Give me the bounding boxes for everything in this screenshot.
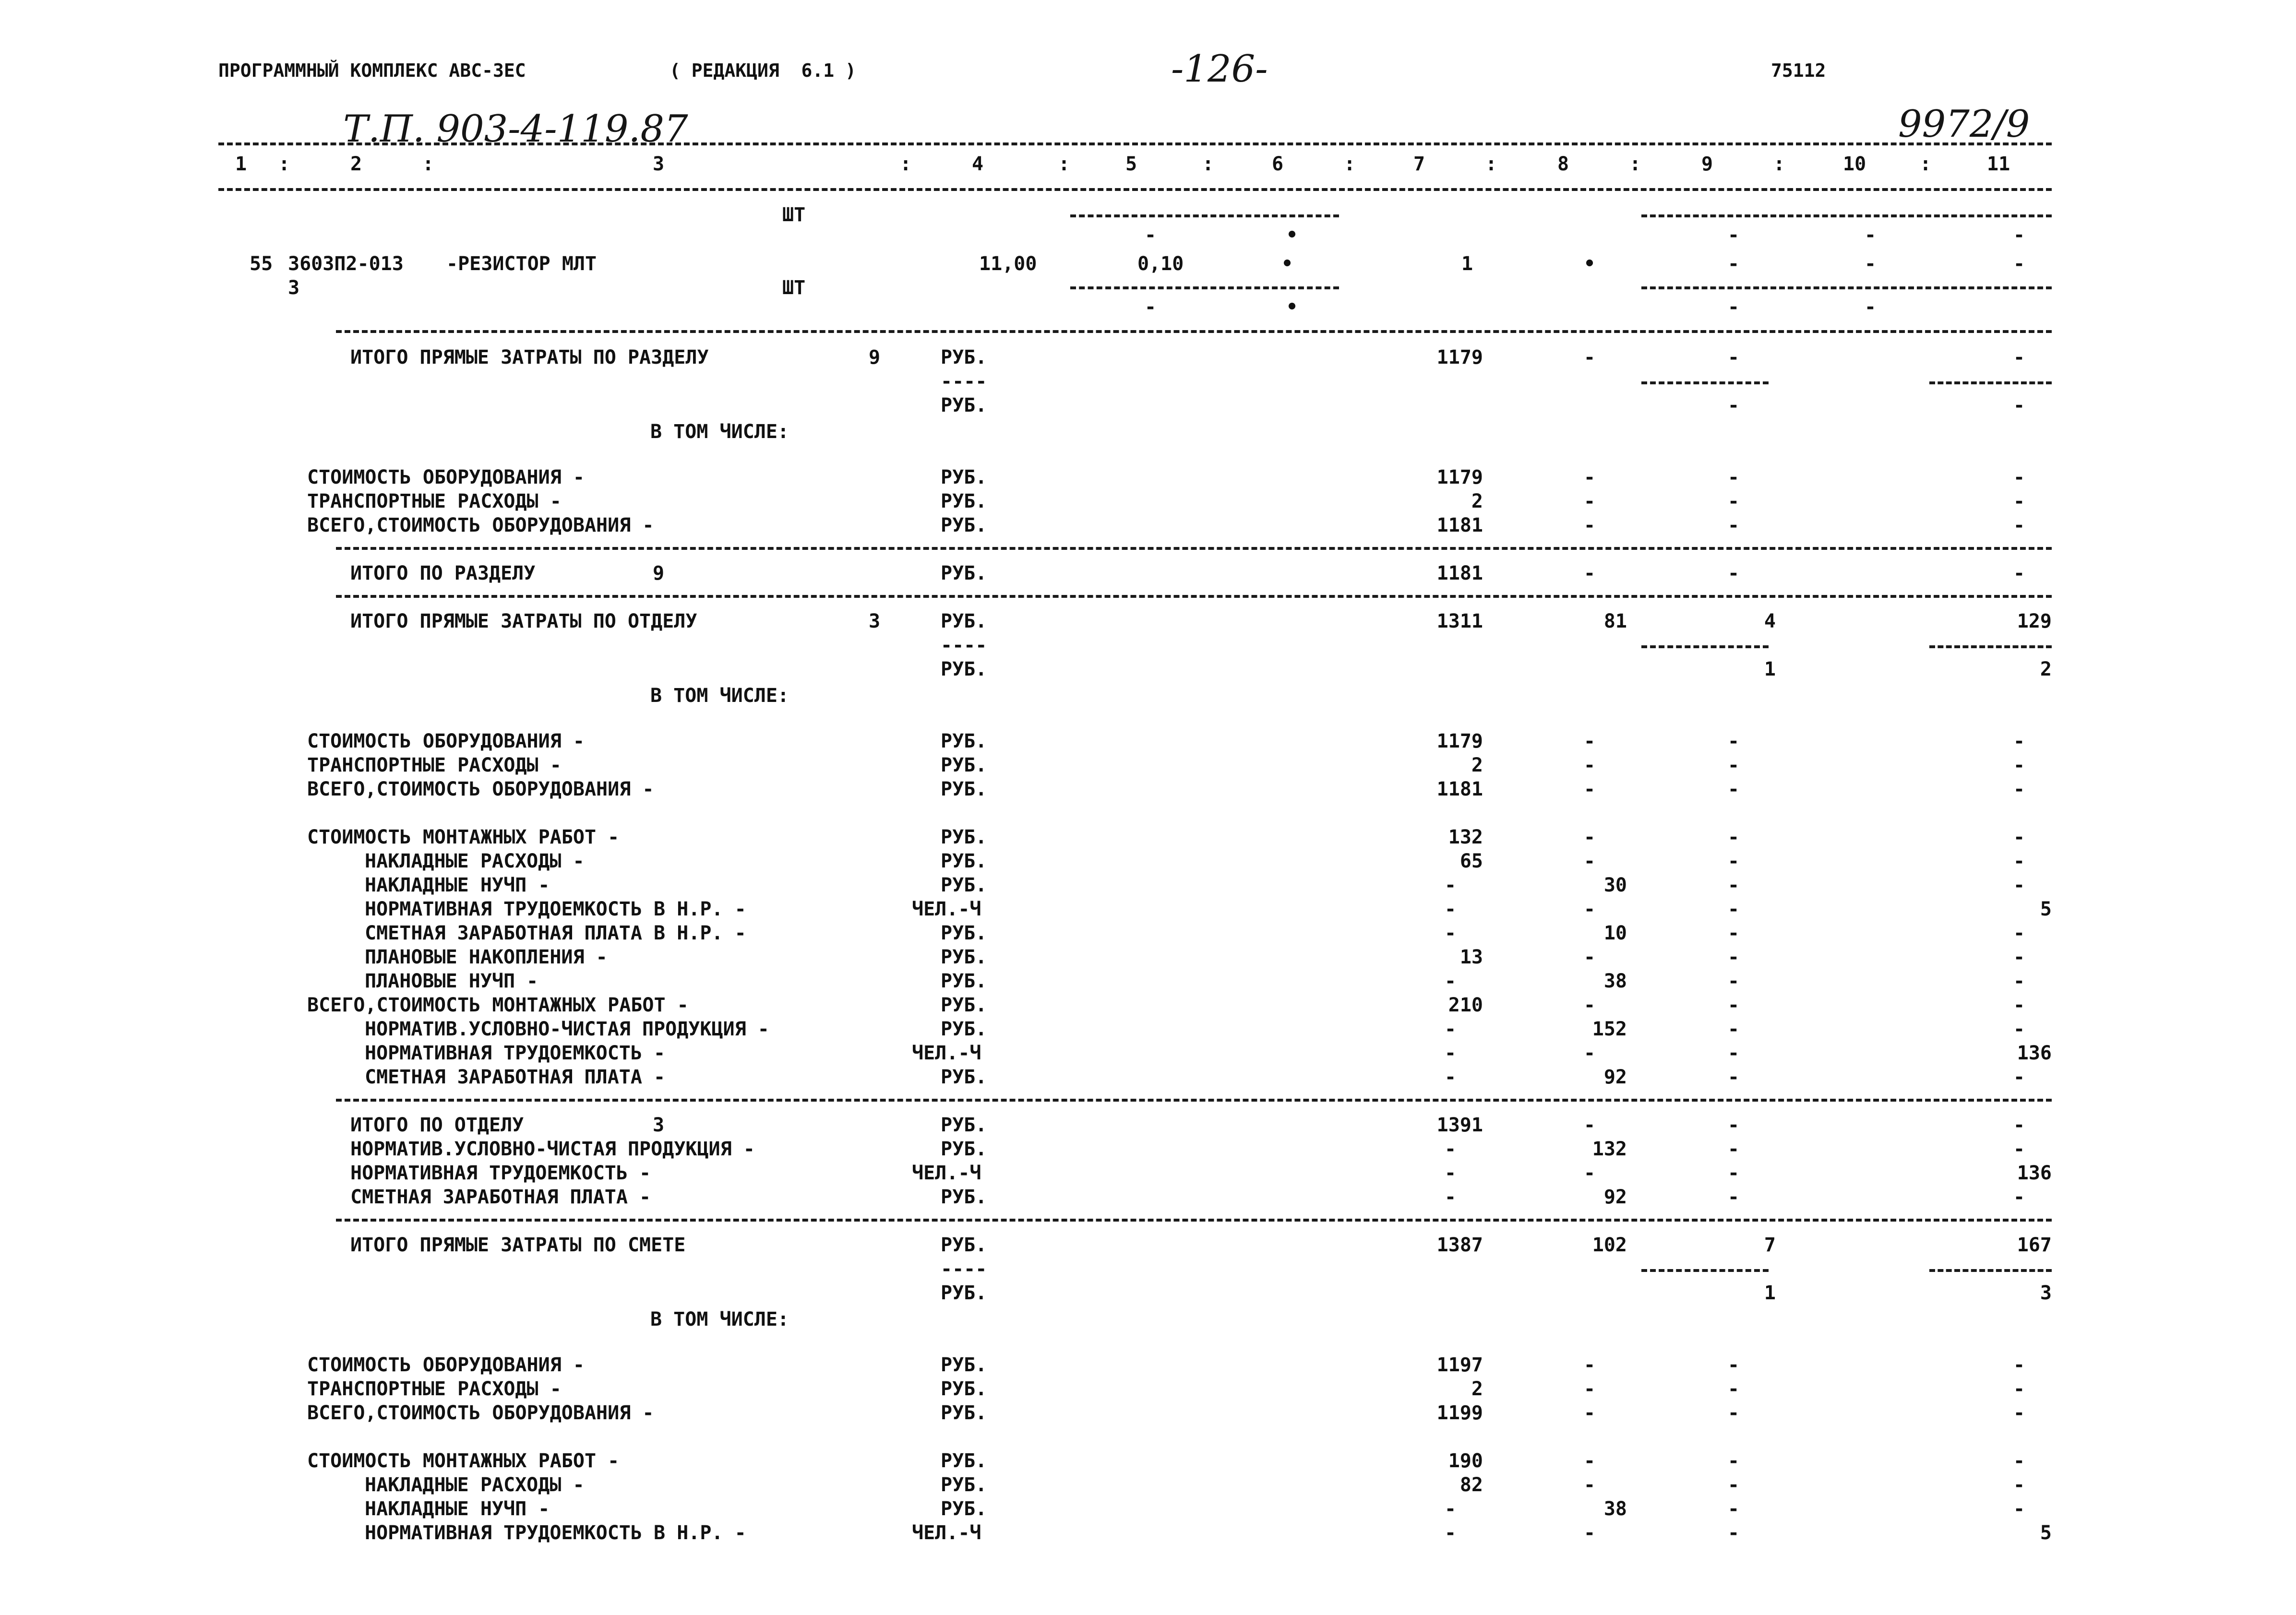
column-number: 4 — [972, 153, 984, 175]
unit-rub: РУБ. — [941, 346, 987, 368]
project-number: Т.П. 903-4-119.87 — [343, 107, 688, 151]
v-tom-chisle-heading: В ТОМ ЧИСЛЕ: — [650, 421, 789, 443]
item-col4: 11,00 — [979, 253, 1037, 275]
item-name: -РЕЗИСТОР МЛТ — [446, 253, 597, 275]
item-number: 55 — [250, 253, 273, 275]
page-number: -126- — [1171, 48, 1268, 91]
header-rule — [218, 142, 2052, 145]
row-label: ИТОГО ПРЯМЫЕ ЗАТРАТЫ ПО РАЗДЕЛУ — [350, 346, 709, 368]
column-number: 10 — [1843, 153, 1866, 175]
unit-label: ШТ — [782, 277, 806, 299]
column-number: 11 — [1987, 153, 2010, 175]
section-number: 9 — [869, 346, 881, 368]
item-code: 3603П2-013 — [288, 253, 404, 275]
column-number: 3 — [653, 153, 665, 175]
item-col5: 0,10 — [1137, 253, 1184, 275]
column-number: 6 — [1272, 153, 1284, 175]
column-header-rule — [218, 188, 2052, 191]
column-number: 9 — [1701, 153, 1713, 175]
column-number: 2 — [350, 153, 362, 175]
item-col7: 1 — [1461, 253, 1473, 275]
col7-value: 1179 — [1436, 346, 1483, 368]
album-number: 9972/9 — [1898, 103, 2030, 146]
column-number: 5 — [1125, 153, 1137, 175]
unit-label: ШТ — [782, 204, 806, 226]
document-code: 75112 — [1771, 60, 1826, 81]
program-name: ПРОГРАММНЫЙ КОМПЛЕКС АВС-3ЕС — [218, 60, 526, 81]
column-number: 8 — [1557, 153, 1569, 175]
unit-rub: РУБ. — [941, 394, 987, 416]
edition: ( РЕДАКЦИЯ 6.1 ) — [670, 60, 856, 81]
department-number: 3 — [869, 610, 881, 632]
item-name-cont: 3 — [288, 277, 300, 299]
column-number: 7 — [1413, 153, 1425, 175]
column-number: 1 — [235, 153, 247, 175]
